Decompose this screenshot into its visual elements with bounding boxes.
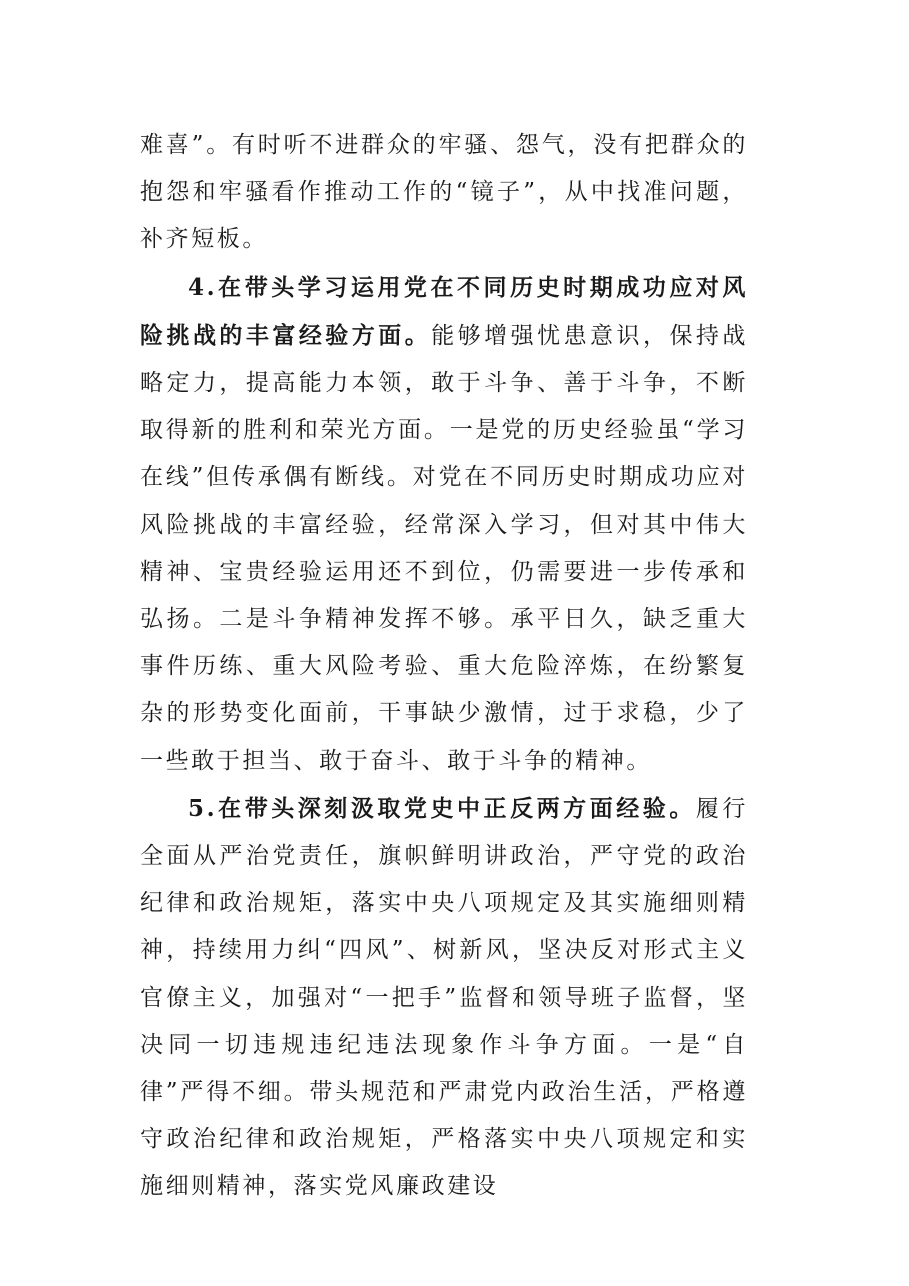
- paragraph-item-4: [140, 264, 748, 785]
- paragraph-continuation: [140, 122, 748, 264]
- document-body: [140, 122, 748, 1211]
- paragraph-body: 履行全面从严治党责任，旗帜鲜明讲政治，严守党的政治纪律和政治规矩，落实中央八项规定及其实施细则精神，持续用力纠“四风”、树新风，坚决反对形式主义官僚主义，加强对“一把手”监督和领导班子监督，坚决同一切违规违纪违法现象作斗争方面。一是“自律”严得不细。带头规范和严肃党内政治生活，严格遵守政治纪律和政治规矩，严格落实中央八项规定和实施细则精神，落实党风廉政建设: [140, 795, 748, 1200]
- paragraph-body: 难喜”。有时听不进群众的牢骚、怨气，没有把群众的抱怨和牢骚看作推动工作的“镜子”，从中找准问题，补齐短板。: [140, 132, 748, 253]
- paragraph-heading: 5.在带头深刻汲取党史中正反两方面经验。: [188, 794, 696, 822]
- paragraph-body: 能够增强忧患意识，保持战略定力，提高能力本领，敢于斗争、善于斗争，不断取得新的胜利和荣光方面。一是党的历史经验虽“学习在线”但传承偶有断线。对党在不同历史时期成功应对风险挑战的丰富经验，经常深入学习，但对其中伟大精神、宝贵经验运用还不到位，仍需要进一步传承和弘扬。二是斗争精神发挥不够。承平日久，缺乏重大事件历练、重大风险考验、重大危险淬炼，在纷繁复杂的形势变化面前，干事缺少激情，过于求稳，少了一些敢于担当、敢于奋斗、敢于斗争的精神。: [140, 322, 748, 774]
- paragraph-heading: 4.在带头学习运用党在不同历史时期成功应对风险挑战的丰富经验方面。: [140, 273, 748, 349]
- paragraph-item-5: [140, 785, 748, 1211]
